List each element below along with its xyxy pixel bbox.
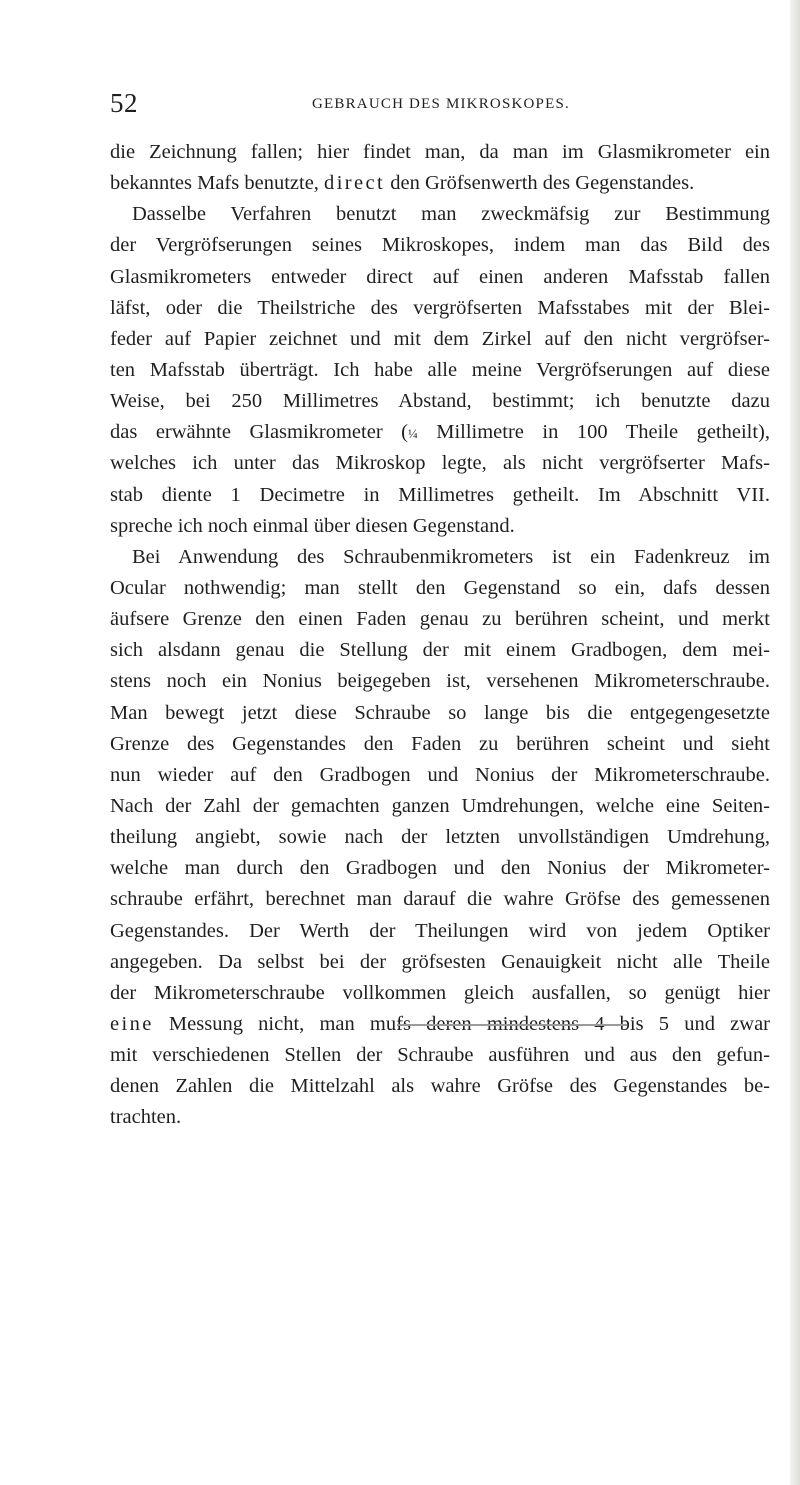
text-line: feder auf Papier zeichnet und mit dem Zirkel auf den nicht vergröfser-: [110, 327, 770, 350]
text-span: Millimetre in 100 Theile getheilt),: [417, 421, 770, 444]
text-line: sich alsdann genau die Stellung der mit einem Gradbogen, dem mei-: [110, 639, 770, 662]
section-end-rule: [397, 1024, 627, 1026]
text-line: äufsere Grenze den einen Faden genau zu berühren scheint, und merkt: [110, 608, 770, 631]
text-line: schraube erfährt, berechnet man darauf die wahre Gröfse des gemessenen: [110, 888, 770, 911]
text-line: Man bewegt jetzt diese Schraube so lange bis die entgegengesetzte: [110, 701, 770, 724]
text-line: theilung angiebt, sowie nach der letzten unvollständigen Umdrehung,: [110, 826, 770, 849]
text-line: Nach der Zahl der gemachten ganzen Umdrehungen, welche eine Seiten-: [110, 794, 770, 817]
text-line: [110, 417, 770, 448]
text-line: mit verschiedenen Stellen der Schraube ausführen und aus den gefun-: [110, 1044, 770, 1067]
text-line: trachten.: [110, 1106, 182, 1129]
text-line: denen Zahlen die Mittelzahl als wahre Gröfse des Gegenstandes be-: [110, 1075, 770, 1098]
body-text: [110, 137, 770, 1134]
text-line: Glasmikrometers entweder direct auf einen anderen Mafsstab fallen: [110, 265, 770, 288]
text-line: [110, 168, 770, 199]
text-line: angegeben. Da selbst bei der gröfsesten Genauigkeit nicht alle Theile: [110, 950, 770, 973]
text-line: stab diente 1 Decimetre in Millimetres getheilt. Im Abschnitt VII.: [110, 483, 770, 506]
text-line: Weise, bei 250 Millimetres Abstand, bestimmt; ich benutzte dazu: [110, 390, 770, 413]
running-title: GEBRAUCH DES MIKROSKOPES.: [312, 96, 570, 112]
text-line: spreche ich noch einmal über diesen Gegenstand.: [110, 514, 515, 537]
page-edge-shadow: [790, 0, 800, 1485]
text-line: ten Mafsstab überträgt. Ich habe alle meine Vergröfserungen auf diese: [110, 358, 770, 381]
text-span: das erwähnte Glasmikrometer (: [110, 421, 408, 444]
text-span: Messung nicht, man mufs deren mindestens 4 bis 5 und zwar: [153, 1012, 770, 1035]
fraction: ¼: [407, 426, 418, 442]
text-line: läfst, oder die Theilstriche des vergröfserten Mafsstabes mit der Blei-: [110, 296, 770, 319]
text-line: Dasselbe Verfahren benutzt man zweckmäfsig zur Bestimmung: [132, 203, 770, 226]
text-line: die Zeichnung fallen; hier findet man, da man im Glasmikrometer ein: [110, 141, 770, 163]
text-span: bekanntes Mafs benutzte,: [110, 172, 319, 195]
emphasized-word: eine: [110, 1012, 154, 1035]
text-line: welches ich unter das Mikroskop legte, als nicht vergröfserter Mafs-: [110, 452, 770, 475]
page-number: 52: [110, 88, 138, 118]
text-line: Bei Anwendung des Schraubenmikrometers ist ein Fadenkreuz im: [132, 545, 770, 568]
text-line: der Mikrometerschraube vollkommen gleich ausfallen, so genügt hier: [110, 981, 770, 1004]
text-line: nun wieder auf den Gradbogen und Nonius der Mikrometerschraube.: [110, 763, 770, 786]
text-line: Gegenstandes. Der Werth der Theilungen wird von jedem Optiker: [110, 919, 770, 942]
text-span: den Gröfsenwerth des Gegenstandes.: [390, 172, 695, 195]
text-line: welche man durch den Gradbogen und den Nonius der Mikrometer-: [110, 857, 770, 880]
emphasized-word: direct: [324, 172, 386, 195]
text-line: Ocular nothwendig; man stellt den Gegenstand so ein, dafs dessen: [110, 576, 770, 599]
text-line: stens noch ein Nonius beigegeben ist, versehenen Mikrometerschraube.: [110, 670, 770, 693]
text-line: Grenze des Gegenstandes den Faden zu berühren scheint und sieht: [110, 732, 770, 755]
text-line: der Vergröfserungen seines Mikroskopes, indem man das Bild des: [110, 234, 770, 257]
